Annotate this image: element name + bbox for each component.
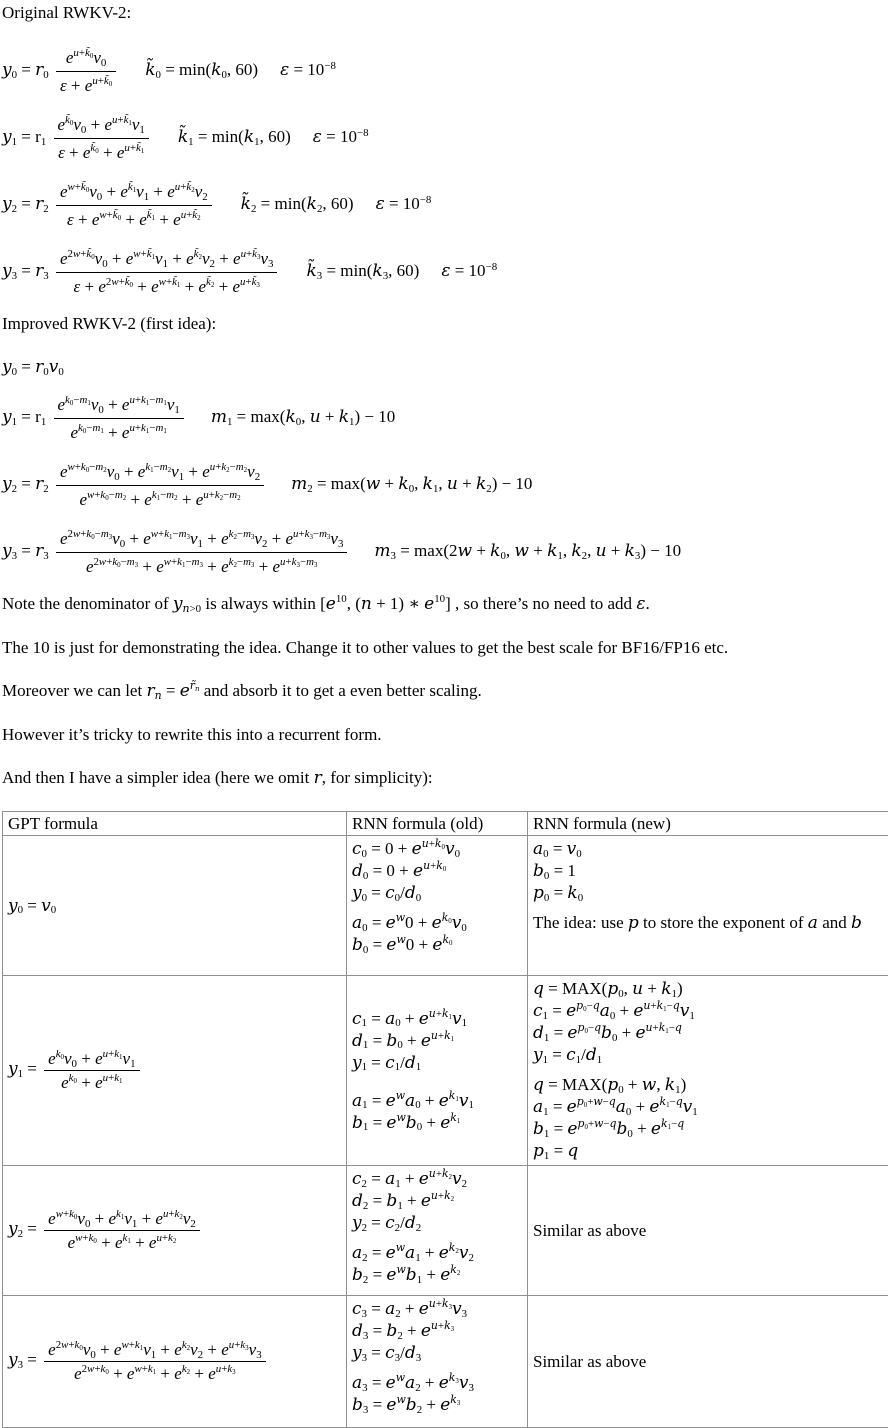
numerator: $e^{k_0-m_1}v_0 + e^{u+k_1-m_1}v_1$ bbox=[54, 392, 184, 419]
formula-line bbox=[533, 882, 883, 904]
math-run: $m_3 = \max(2w + k_0$, $w + k_1$, $k_2$, $u + k_3) - 10$ bbox=[374, 541, 681, 560]
formula-line bbox=[352, 1372, 522, 1394]
note-denominator bbox=[2, 593, 888, 615]
formula-line bbox=[352, 912, 522, 934]
math-run: $y_1 = c_1/d_1$ bbox=[533, 1045, 602, 1064]
math-run: $b_1 = e^{p_0+w-q}b_0 + e^{k_1-q}$ bbox=[533, 1119, 684, 1138]
equation-y1-improved bbox=[2, 392, 888, 445]
equation-y2-original bbox=[2, 179, 888, 232]
blank-line bbox=[352, 1364, 522, 1372]
math-run: $y_1 = r_1$ bbox=[2, 407, 51, 426]
table-cell bbox=[347, 976, 528, 1166]
denominator: $e^{2w+k_0-m_3} + e^{w+k_1-m_3} + e^{k_2-m_3} + e^{u+k_3-m_3}$ bbox=[56, 553, 347, 579]
formula-line bbox=[352, 1242, 522, 1264]
math-run: $a_1 = e^wa_0 + e^{k_1}v_1$ bbox=[352, 1091, 474, 1110]
formula-line bbox=[352, 1320, 522, 1342]
denominator: $e^{2w+k_0} + e^{w+k_1} + e^{k_2} + e^{u+k_3}$ bbox=[44, 1362, 265, 1384]
table-row bbox=[3, 1296, 888, 1428]
math-run: $d_3 = b_2 + e^{u+k_3}$ bbox=[352, 1321, 454, 1340]
math-run: $c_3 = a_2 + e^{u+k_3}v_3$ bbox=[352, 1299, 467, 1318]
fraction bbox=[56, 459, 264, 512]
table-cell bbox=[347, 1166, 528, 1296]
text-run: is always within bbox=[201, 594, 320, 613]
formula-line bbox=[352, 1264, 522, 1286]
text-run: Similar as above bbox=[533, 1221, 646, 1240]
denominator: $\varepsilon + e^{k̃_0} + e^{u+k̃_1}$ bbox=[54, 139, 149, 165]
text-run: Original RWKV-2: bbox=[2, 3, 131, 22]
math-run: $d_2 = b_1 + e^{u+k_2}$ bbox=[352, 1191, 454, 1210]
math-run: $y_0 = v_0$ bbox=[8, 896, 56, 915]
numerator: $e^{2w+k_0}v_0 + e^{w+k_1}v_1 + e^{k_2}v_2 + e^{u+k_3}v_3$ bbox=[44, 1339, 265, 1362]
note-absorb bbox=[2, 680, 888, 702]
column-header: RNN formula (old) bbox=[347, 812, 528, 836]
column-header: RNN formula (new) bbox=[528, 812, 888, 836]
formula-line bbox=[533, 1220, 883, 1241]
denominator: $\varepsilon + e^{2w+k̃_0} + e^{w+k̃_1} + e^{k̃_2} + e^{u+k̃_3}$ bbox=[56, 273, 277, 299]
math-run: r bbox=[314, 768, 322, 787]
text-run: And then I have a simpler idea (here we omit bbox=[2, 768, 314, 787]
formula-line bbox=[533, 860, 883, 882]
formula-line bbox=[533, 1118, 883, 1140]
math-run: $d_0 = 0 + e^{u+k_0}$ bbox=[352, 861, 446, 880]
formula-line bbox=[533, 1140, 883, 1162]
math-run: $y_3 = r_3$ bbox=[2, 261, 53, 280]
blank-line bbox=[533, 904, 883, 912]
math-run: $y_1$ = bbox=[8, 1059, 41, 1078]
formula-line bbox=[352, 882, 522, 904]
note-tricky bbox=[2, 724, 888, 745]
math-run: $a_2 = e^wa_1 + e^{k_2}v_2$ bbox=[352, 1243, 474, 1262]
math-run: $k̃_2 = \min(k_2$, 60) bbox=[241, 194, 354, 213]
math-run: $y_2 = c_2/d_2$ bbox=[352, 1213, 421, 1232]
numerator: $e^{w+k_0}v_0 + e^{k_1}v_1 + e^{u+k_2}v_2$ bbox=[44, 1208, 200, 1231]
heading-improved-rwkv2 bbox=[2, 313, 888, 334]
fraction bbox=[44, 1048, 139, 1093]
math-run: ε bbox=[636, 594, 645, 613]
math-run: $\varepsilon = 10^{-8}$ bbox=[313, 127, 369, 146]
math-run: $d_1 = b_0 + e^{u+k_1}$ bbox=[352, 1031, 454, 1050]
math-run: $c_0 = 0 + e^{u+k_0}v_0$ bbox=[352, 839, 460, 858]
fraction bbox=[44, 1339, 265, 1384]
formula-line bbox=[352, 1008, 522, 1030]
formula-comparison-table bbox=[2, 811, 888, 1428]
equation-y1-original bbox=[2, 112, 888, 165]
formula-line bbox=[8, 1339, 341, 1384]
blank-line bbox=[352, 1082, 522, 1090]
equation-y0-improved bbox=[2, 356, 888, 378]
table-cell bbox=[528, 1166, 888, 1296]
math-run: $y_2$ = bbox=[8, 1219, 41, 1238]
text-run: . bbox=[645, 594, 649, 613]
numerator: $e^{k̃_0}v_0 + e^{u+k̃_1}v_1$ bbox=[54, 112, 149, 139]
math-run: $r_n = e^{r̃_n}$ bbox=[146, 681, 199, 700]
formula-line bbox=[352, 860, 522, 882]
math-run: $q = MAX(p_0 + w$, $k_1$) bbox=[533, 1075, 686, 1094]
text-run: to store the exponent of bbox=[639, 913, 808, 932]
numerator: $e^{2w+k_0-m_3}v_0 + e^{w+k_1-m_3}v_1 + e^{k_2-m_3}v_2 + e^{u+k_3-m_3}v_3$ bbox=[56, 526, 347, 553]
denominator: $e^{w+k_0} + e^{k_1} + e^{u+k_2}$ bbox=[44, 1231, 200, 1253]
formula-line bbox=[8, 895, 341, 917]
numerator: $e^{u+k̃_0}v_0$ bbox=[56, 45, 116, 72]
table-cell bbox=[3, 1296, 347, 1428]
formula-line bbox=[352, 1394, 522, 1416]
math-run: $d_1 = e^{p_0-q}b_0 + e^{u+k_1-q}$ bbox=[533, 1023, 682, 1042]
math-run: $y_3 = c_3/d_3$ bbox=[352, 1343, 421, 1362]
table-header-row bbox=[3, 812, 888, 836]
heading-original-rwkv2 bbox=[2, 2, 888, 23]
numerator: $e^{2w+k̃_0}v_0 + e^{w+k̃_1}v_1 + e^{k̃_2}v_2 + e^{u+k̃_3}v_3$ bbox=[56, 246, 277, 273]
formula-line bbox=[352, 1298, 522, 1320]
fraction bbox=[54, 392, 184, 445]
text-run: The idea: use bbox=[533, 913, 628, 932]
math-run: $b_0 = 1$ bbox=[533, 861, 576, 880]
formula-line bbox=[352, 1030, 522, 1052]
fraction bbox=[56, 179, 212, 232]
math-run: $y_0 = r_0v_0$ bbox=[2, 357, 64, 376]
table-cell bbox=[347, 836, 528, 976]
equation-y2-improved bbox=[2, 459, 888, 512]
table-cell bbox=[528, 836, 888, 976]
math-run: $k̃_3 = \min(k_3$, 60) bbox=[306, 261, 419, 280]
text-run: , for simplicity): bbox=[322, 768, 433, 787]
blank-line bbox=[352, 1234, 522, 1242]
formula-line bbox=[352, 1112, 522, 1134]
text-run: The 10 is just for demonstrating the idea. Change it to other values to get the best scale for BF16/FP16 etc. bbox=[2, 638, 728, 657]
text-run: Similar as above bbox=[533, 1352, 646, 1371]
blank-line bbox=[352, 1074, 522, 1082]
formula-line bbox=[352, 1168, 522, 1190]
formula-line bbox=[352, 1342, 522, 1364]
formula-line bbox=[533, 1044, 883, 1066]
math-run: $q = MAX(p_0$, $u + k_1$) bbox=[533, 979, 683, 998]
text-run: Improved RWKV-2 (first idea): bbox=[2, 314, 216, 333]
table-cell bbox=[528, 976, 888, 1166]
math-run: $k̃_0 = \min(k_0$, 60) bbox=[145, 60, 258, 79]
math-run: $\varepsilon = 10^{-8}$ bbox=[280, 60, 336, 79]
formula-line bbox=[533, 1096, 883, 1118]
text-run: and bbox=[818, 913, 851, 932]
math-run: $y_2 = r_2$ bbox=[2, 194, 53, 213]
table-cell bbox=[528, 1296, 888, 1428]
note-simpler-idea bbox=[2, 767, 888, 789]
fraction bbox=[56, 526, 347, 579]
formula-line bbox=[352, 838, 522, 860]
equation-y3-original bbox=[2, 246, 888, 299]
math-run: $b_3 = e^wb_2 + e^{k_3}$ bbox=[352, 1395, 460, 1414]
formula-line bbox=[533, 1351, 883, 1372]
math-run: [$e^{10}$, (n + 1) ∗ $e^{10}$] bbox=[320, 594, 451, 613]
table-row bbox=[3, 1166, 888, 1296]
equation-y0-original bbox=[2, 45, 888, 98]
numerator: $e^{w+k̃_0}v_0 + e^{k̃_1}v_1 + e^{u+k̃_2}v_2$ bbox=[56, 179, 212, 206]
fraction bbox=[54, 112, 149, 165]
math-run: $b_0 = e^w0 + e^{k_0}$ bbox=[352, 935, 453, 954]
math-run: $p_0 = k_0$ bbox=[533, 883, 583, 902]
formula-line bbox=[352, 1212, 522, 1234]
fraction bbox=[56, 45, 116, 98]
text-run: and absorb it to get a even better scaling. bbox=[199, 681, 481, 700]
text-run: Moreover we can let bbox=[2, 681, 146, 700]
numerator: $e^{k_0}v_0 + e^{u+k_1}v_1$ bbox=[44, 1048, 139, 1071]
text-run: However it’s tricky to rewrite this into a recurrent form. bbox=[2, 725, 382, 744]
math-run: $y_0 = c_0/d_0$ bbox=[352, 883, 421, 902]
formula-line bbox=[8, 1208, 341, 1253]
math-run: $y_2 = r_2$ bbox=[2, 474, 53, 493]
denominator: $\varepsilon + e^{u+k̃_0}$ bbox=[56, 72, 116, 98]
math-run: $\varepsilon = 10^{-8}$ bbox=[376, 194, 432, 213]
math-run: $\varepsilon = 10^{-8}$ bbox=[441, 261, 497, 280]
formula-line bbox=[533, 978, 883, 1000]
math-run: $a_1 = e^{p_0+w-q}a_0 + e^{k_1-q}v_1$ bbox=[533, 1097, 698, 1116]
formula-line bbox=[352, 1090, 522, 1112]
fraction bbox=[44, 1208, 200, 1253]
math-run: $p_1 = q$ bbox=[533, 1141, 578, 1160]
formula-line bbox=[533, 1074, 883, 1096]
formula-line bbox=[533, 838, 883, 860]
fraction bbox=[56, 246, 277, 299]
math-run: $b_2 = e^wb_1 + e^{k_2}$ bbox=[352, 1265, 460, 1284]
denominator: $e^{k_0} + e^{u+k_1}$ bbox=[44, 1071, 139, 1093]
table-cell bbox=[3, 1166, 347, 1296]
note-scale bbox=[2, 637, 888, 658]
math-run: $c_2 = a_1 + e^{u+k_2}v_2$ bbox=[352, 1169, 467, 1188]
table-cell bbox=[347, 1296, 528, 1428]
formula-line bbox=[533, 912, 883, 934]
math-run: $y_{n>0}$ bbox=[173, 594, 201, 613]
math-run: $a_3 = e^wa_2 + e^{k_3}v_3$ bbox=[352, 1373, 474, 1392]
denominator: $\varepsilon + e^{w+k̃_0} + e^{k̃_1} + e^{u+k̃_2}$ bbox=[56, 206, 212, 232]
math-run: $y_1 = c_1/d_1$ bbox=[352, 1053, 421, 1072]
math-run: $m_2 = \max(w + k_0$, $k_1$, $u + k_2) - 10$ bbox=[291, 474, 532, 493]
math-run: $c_1 = e^{p_0-q}a_0 + e^{u+k_1-q}v_1$ bbox=[533, 1001, 695, 1020]
denominator: $e^{k_0-m_1} + e^{u+k_1-m_1}$ bbox=[54, 419, 184, 445]
math-run: $m_1 = \max(k_0$, $u + k_1) - 10$ bbox=[211, 407, 395, 426]
math-run: $a_0 = e^w0 + e^{k_0}v_0$ bbox=[352, 913, 467, 932]
text-run: , so there’s no need to add bbox=[451, 594, 637, 613]
table-cell bbox=[3, 976, 347, 1166]
formula-line bbox=[533, 1000, 883, 1022]
math-run: $a_0 = v_0$ bbox=[533, 839, 582, 858]
table-row bbox=[3, 836, 888, 976]
equation-y3-improved bbox=[2, 526, 888, 579]
denominator: $e^{w+k_0-m_2} + e^{k_1-m_2} + e^{u+k_2-m_2}$ bbox=[56, 486, 264, 512]
math-run: $c_1 = a_0 + e^{u+k_1}v_1$ bbox=[352, 1009, 467, 1028]
math-run: $y_0 = r_0$ bbox=[2, 60, 53, 79]
formula-line bbox=[533, 1022, 883, 1044]
math-run: $b_1 = e^wb_0 + e^{k_1}$ bbox=[352, 1113, 460, 1132]
table-row bbox=[3, 976, 888, 1166]
math-run: $y_1 = r_1$ bbox=[2, 127, 51, 146]
blank-line bbox=[533, 1066, 883, 1074]
math-run: $y_3$ = bbox=[8, 1350, 41, 1369]
math-run: $k̃_1 = \min(k_1$, 60) bbox=[178, 127, 291, 146]
column-header: GPT formula bbox=[3, 812, 347, 836]
table-cell bbox=[3, 836, 347, 976]
formula-line bbox=[352, 934, 522, 956]
math-run: a bbox=[808, 913, 818, 932]
numerator: $e^{w+k_0-m_2}v_0 + e^{k_1-m_2}v_1 + e^{u+k_2-m_2}v_2$ bbox=[56, 459, 264, 486]
formula-line bbox=[352, 1190, 522, 1212]
math-run: $y_3 = r_3$ bbox=[2, 541, 53, 560]
math-run: p bbox=[628, 913, 639, 932]
blank-line bbox=[352, 904, 522, 912]
text-run: Note the denominator of bbox=[2, 594, 173, 613]
math-run: b bbox=[851, 913, 862, 932]
formula-line bbox=[8, 1048, 341, 1093]
formula-line bbox=[352, 1052, 522, 1074]
